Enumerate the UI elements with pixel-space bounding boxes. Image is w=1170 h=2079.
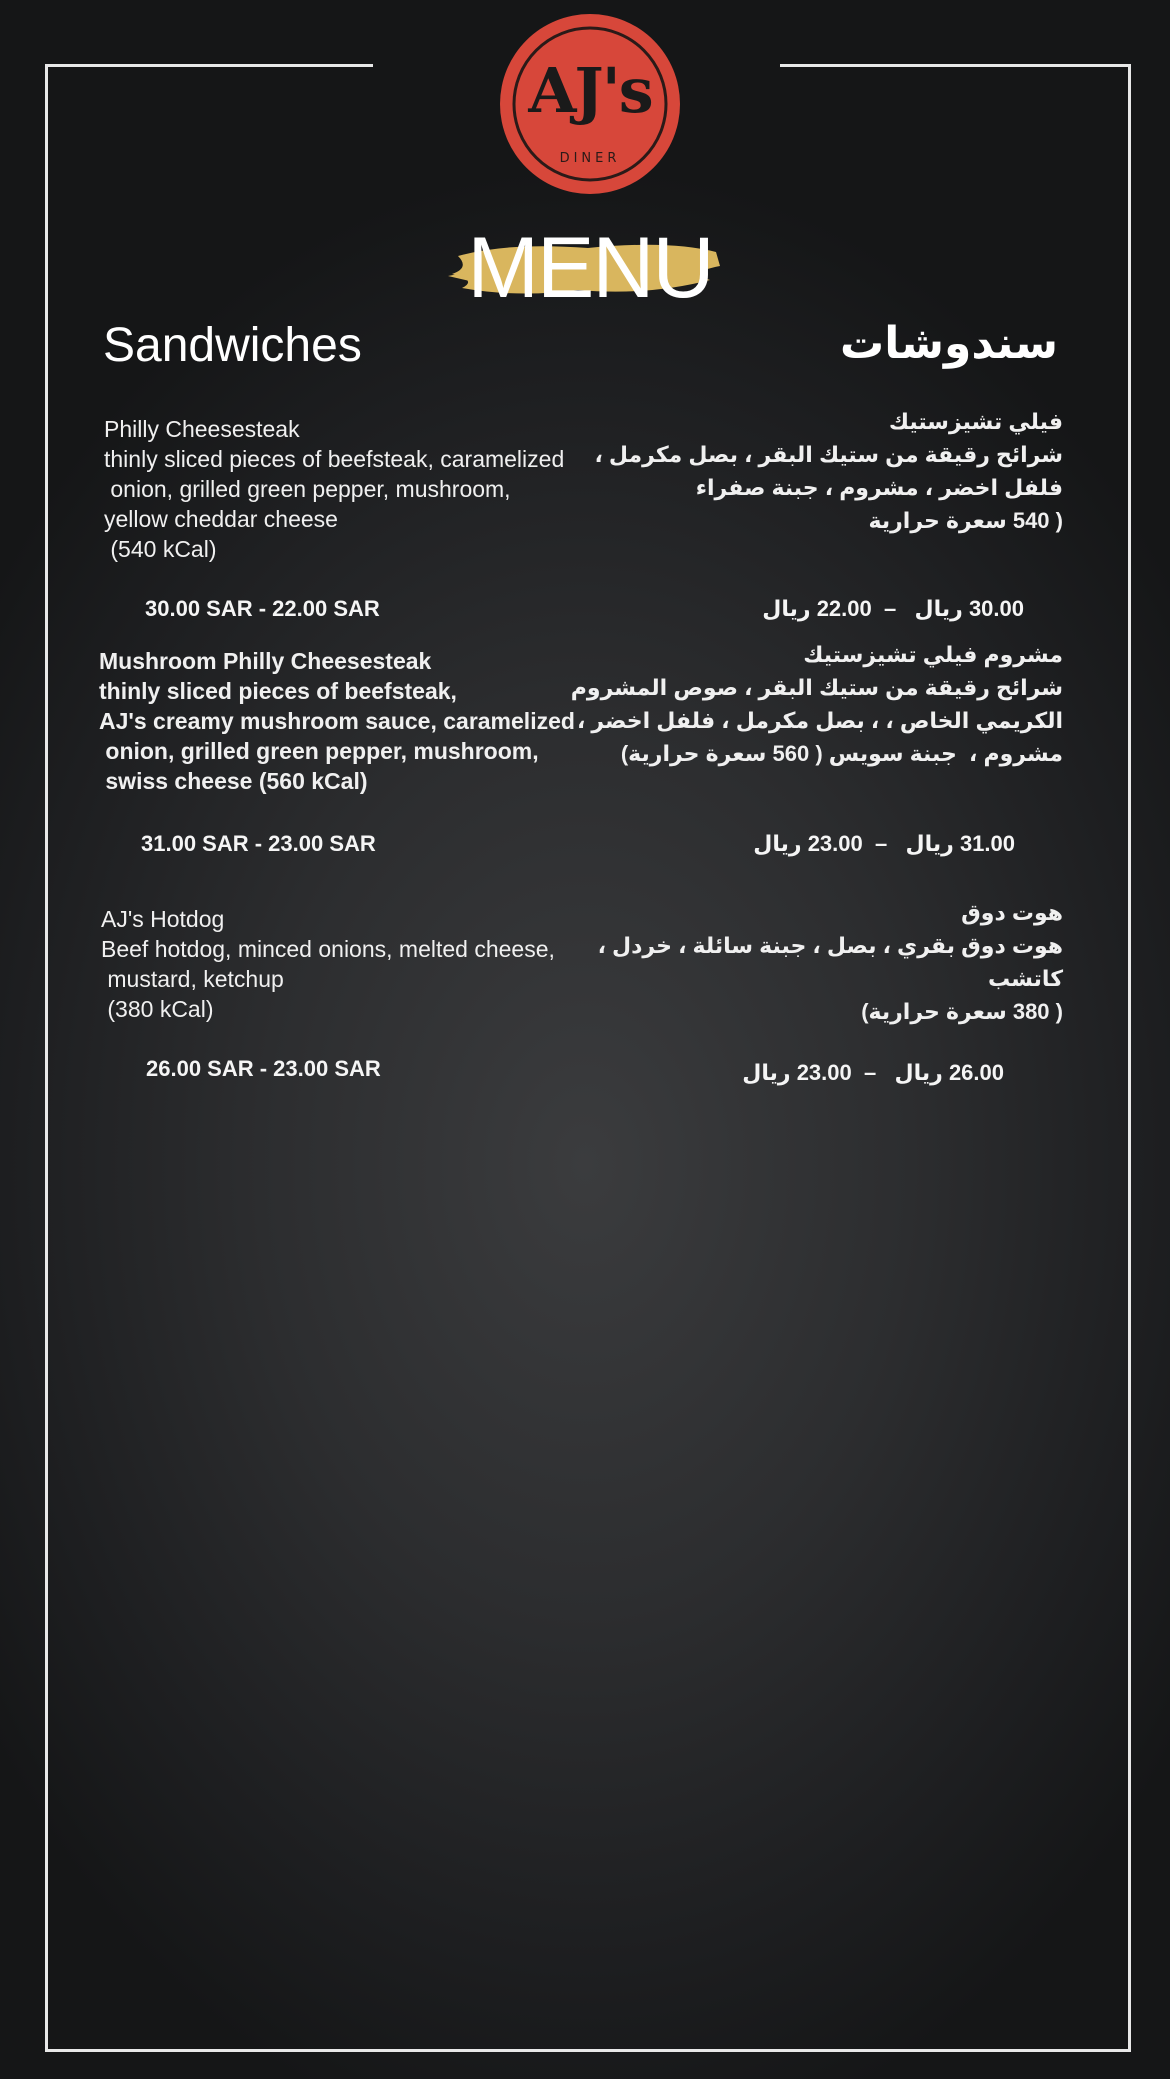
item-desc-en: (540 kCal) [104,536,217,562]
item-desc-ar: ( 540 سعرة حرارية [868,508,1063,533]
frame-border-right [1128,64,1131,2052]
item-name-en: Philly Cheesesteak [104,416,300,442]
menu-item-en-philly [104,414,604,564]
item-name-en: AJ's Hotdog [101,906,225,932]
menu-title: MENU [467,220,713,316]
logo-text: AJ's [528,54,652,127]
frame-border-top-left [45,64,373,67]
frame-border-left [45,64,48,2052]
item-price-en: 30.00 SAR - 22.00 SAR [145,596,380,621]
section-title-ar: سندوشات [839,319,1058,368]
item-desc-en: (380 kCal) [101,996,214,1022]
item-desc-ar: مشروم ، جبنة سويس ( 560 سعرة حرارية) [620,741,1063,766]
item-desc-en: thinly sliced pieces of beefsteak, [99,678,457,704]
item-desc-ar: شرائح رقيقة من ستيك البقر ، صوص المشروم [570,675,1063,700]
item-name-ar: فيلي تشيزستيك [888,409,1063,434]
item-desc-ar: فلفل اخضر ، مشروم ، جبنة صفراء [689,475,1063,500]
item-desc-ar: الكريمي الخاص ، ، بصل مكرمل ، فلفل اخضر ، [576,708,1063,733]
item-name-ar: هوت دوق [961,900,1063,925]
item-name-ar: مشروم فيلي تشيزستيك [803,642,1063,667]
item-price-en: 31.00 SAR - 23.00 SAR [141,831,376,856]
frame-border-top-right [780,64,1131,67]
item-price-ar: 26.00 ريال – 23.00 ريال [742,1060,1004,1085]
menu-item-ar-mushroom-philly [523,638,1063,770]
menu-item-ar-hotdog [563,896,1063,1028]
section-title-en: Sandwiches [103,319,362,372]
item-desc-ar: كاتشب [988,966,1063,991]
item-desc-en: mustard, ketchup [101,966,284,992]
item-desc-en: swiss cheese (560 kCal) [99,768,368,794]
frame-border-bottom [45,2049,1131,2052]
menu-item-en-hotdog [101,904,601,1024]
item-desc-en: yellow cheddar cheese [104,506,338,532]
item-price-ar: 31.00 ريال – 23.00 ريال [753,831,1015,856]
item-desc-ar: هوت دوق بقري ، بصل ، جبنة سائلة ، خردل ، [597,933,1063,958]
item-desc-ar: شرائح رقيقة من ستيك البقر ، بصل مكرمل ، [594,442,1063,467]
item-price-ar: 30.00 ريال – 22.00 ريال [762,596,1024,621]
item-desc-en: onion, grilled green pepper, mushroom, [99,738,539,764]
item-desc-en: onion, grilled green pepper, mushroom, [104,476,511,502]
item-name-en: Mushroom Philly Cheesesteak [99,648,432,674]
item-desc-ar: ( 380 سعرة حرارية) [861,999,1063,1024]
logo-subtitle: DINER [559,151,621,166]
menu-item-ar-philly [563,405,1063,537]
item-desc-en: thinly sliced pieces of beefsteak, caramelized [104,446,565,472]
item-desc-en: Beef hotdog, minced onions, melted cheese, [101,936,555,962]
item-price-en: 26.00 SAR - 23.00 SAR [146,1056,381,1081]
item-desc-en: AJ's creamy mushroom sauce, caramelized [99,708,575,734]
ajs-diner-logo [498,12,682,196]
